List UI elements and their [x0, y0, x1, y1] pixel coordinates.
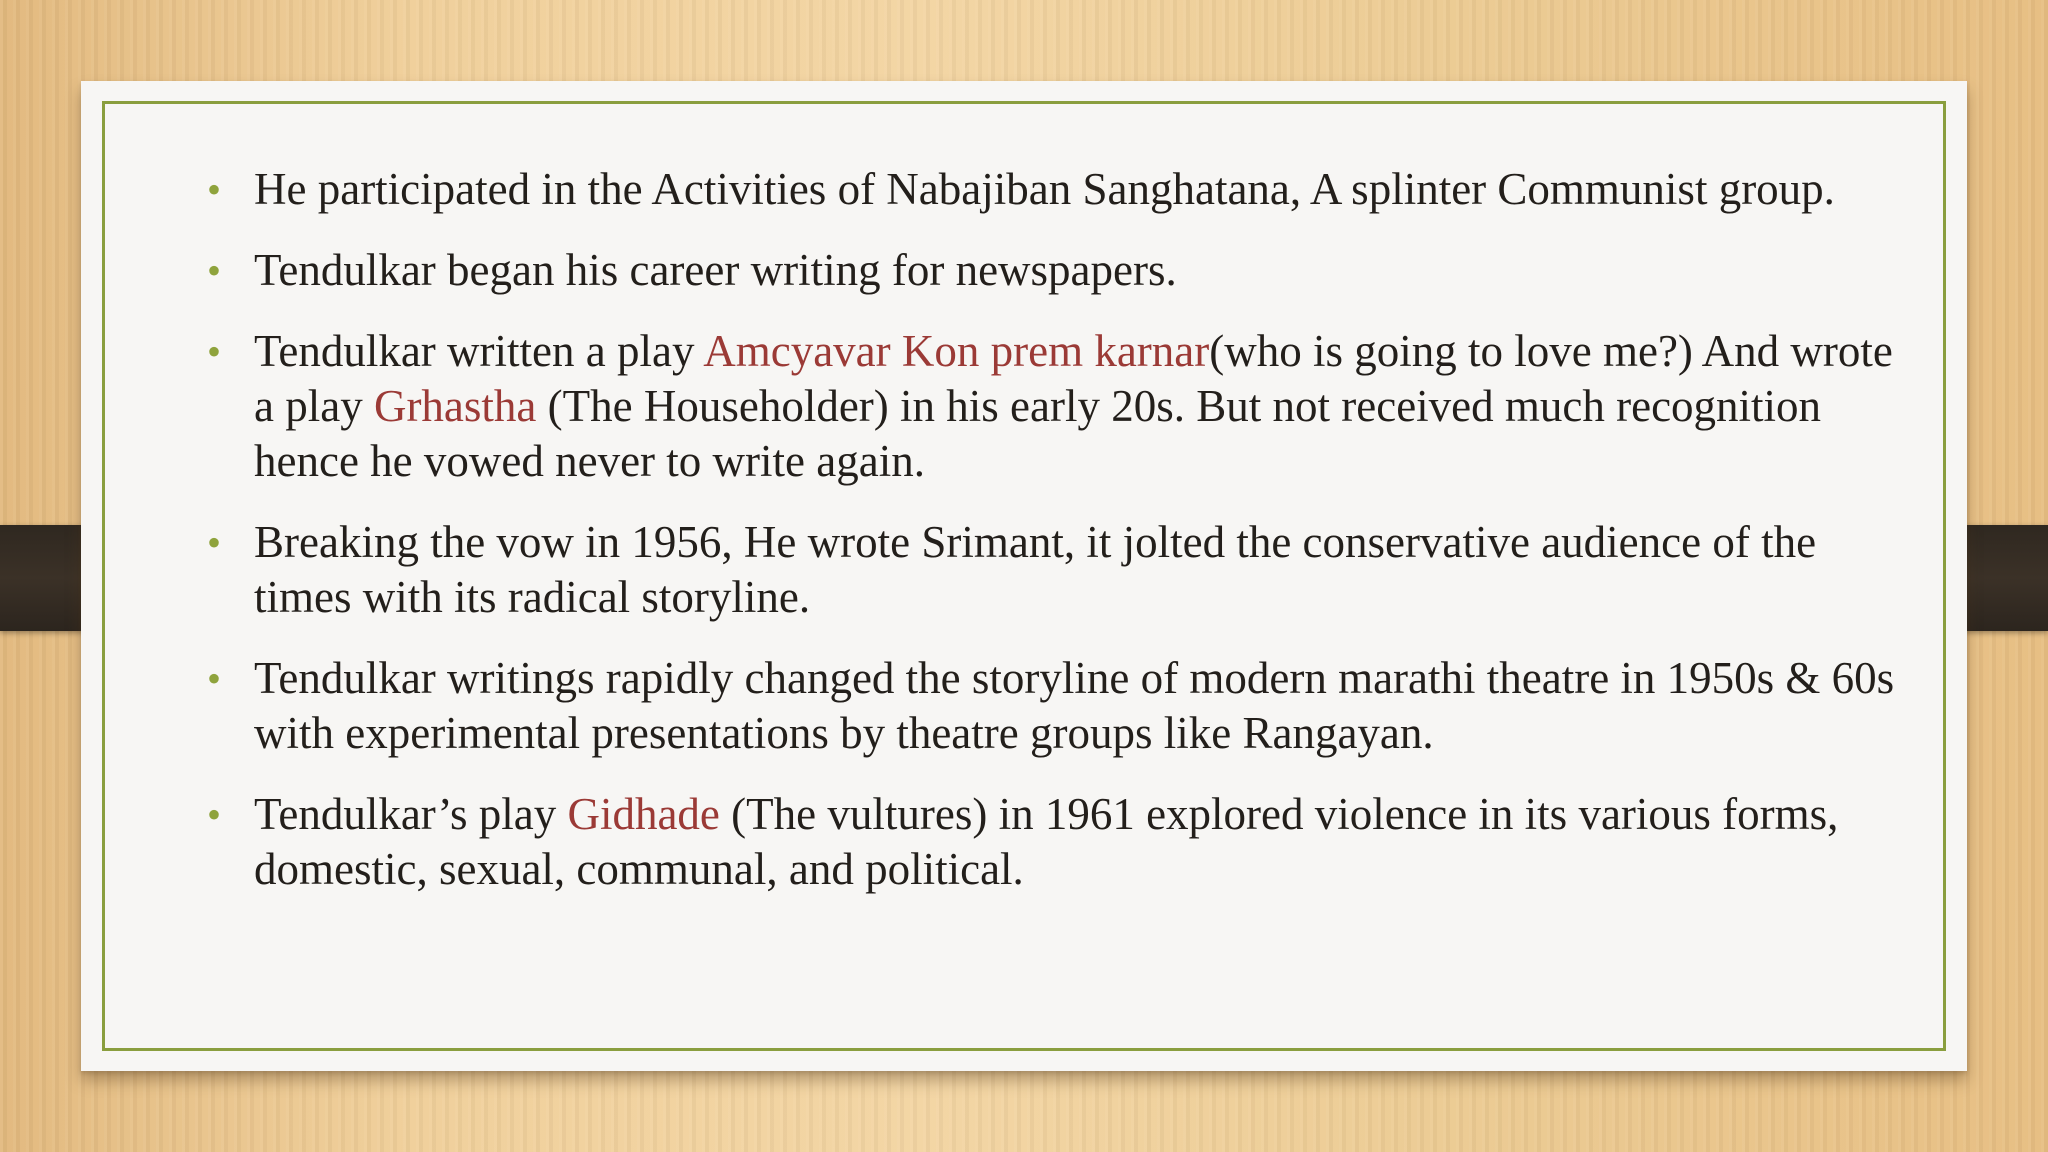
bullet-item: [171, 324, 1911, 489]
slide-content: [171, 162, 1911, 923]
bullet-list: [171, 162, 1911, 897]
bullet-item: [171, 515, 1911, 625]
bullet-text: Breaking the vow in 1956, He wrote Srimant, it jolted the conservative audience of the times with its radical storyline.: [254, 517, 1817, 622]
bullet-item: [171, 787, 1911, 897]
bullet-text: Tendulkar’s play: [254, 789, 568, 839]
bullet-highlight-title: Grhastha: [373, 381, 537, 431]
bullet-text: Tendulkar written a play: [254, 326, 704, 376]
bullet-text: (The Householder) in his early 20s. But not received much recognition hence he vowed never to write again.: [254, 381, 1822, 486]
bullet-dot-icon: •: [207, 248, 222, 293]
bullet-dot-icon: •: [207, 656, 222, 701]
bullet-dot-icon: •: [207, 520, 222, 565]
bullet-dot-icon: •: [207, 792, 222, 837]
bullet-text: Tendulkar writings rapidly changed the storyline of modern marathi theatre in 1950s & 60s with experimental presentations by theatre groups like Rangayan.: [254, 653, 1895, 758]
bullet-dot-icon: •: [207, 167, 222, 212]
bullet-item: [171, 651, 1911, 761]
bullet-text: (who is going to love me?) And wrote a play: [254, 326, 1893, 431]
bullet-highlight-title: Amcyavar Kon prem karnar: [703, 326, 1210, 376]
bullet-dot-icon: •: [207, 329, 222, 374]
bullet-item: [171, 243, 1911, 298]
bullet-text: Tendulkar began his career writing for newspapers.: [254, 245, 1177, 295]
bullet-item: [171, 162, 1911, 217]
bullet-text: He participated in the Activities of Nabajiban Sanghatana, A splinter Communist group.: [254, 164, 1835, 214]
bullet-highlight-title: Gidhade: [567, 789, 720, 839]
bullet-text: (The vultures) in 1961 explored violence in its various forms, domestic, sexual, communal, and political.: [254, 789, 1839, 894]
